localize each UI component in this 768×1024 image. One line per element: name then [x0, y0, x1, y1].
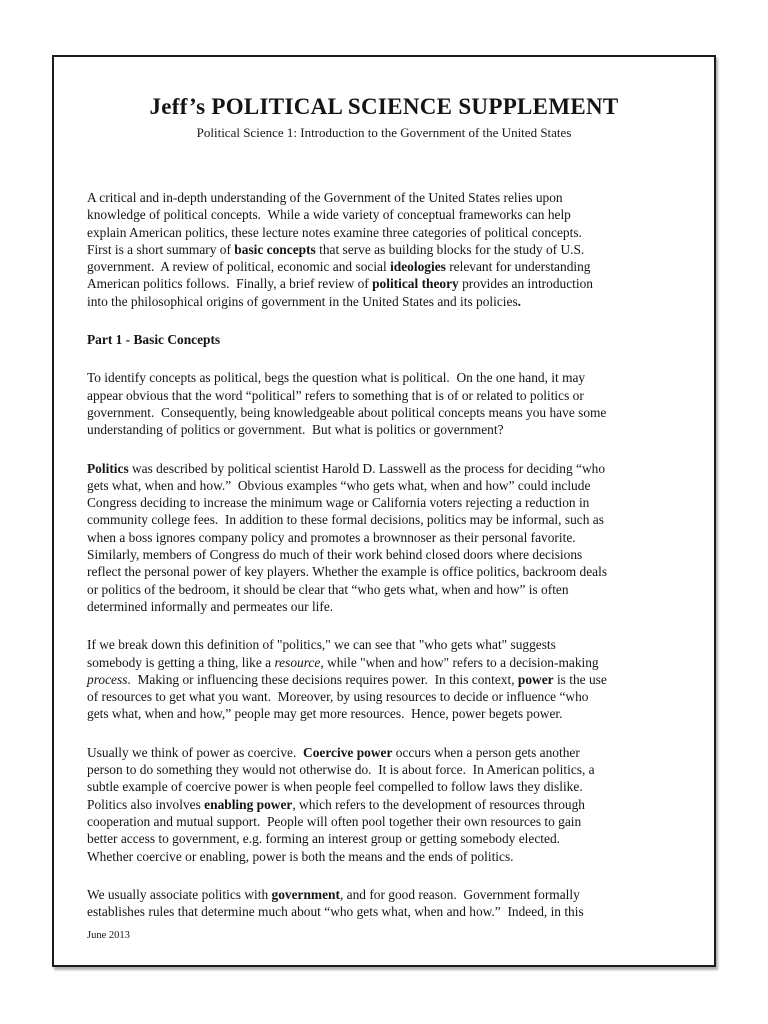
paragraph [87, 369, 676, 438]
text-line: gets what, when and how,” people may get more resources. Hence, power begets power. [87, 706, 563, 722]
text-line: appear obvious that the word “political” refers to something that is of or related to politics or [87, 387, 584, 403]
paragraph [87, 744, 676, 865]
text-line: of resources to get what you want. Moreover, by using resources to decide or influence “who [87, 689, 589, 705]
text-line: community college fees. In addition to these formal decisions, politics may be informal, such as [87, 512, 604, 528]
text-line: government. Consequently, being knowledgeable about political concepts means you have some [87, 404, 607, 420]
text-line: or politics of the bedroom, it should be clear that “who gets what, when and how” is often [87, 581, 569, 597]
text-line: into the philosophical origins of government in the United States and its policies. [87, 293, 522, 309]
document-page [52, 55, 716, 967]
text-line: knowledge of political concepts. While a wide variety of conceptual frameworks can help [87, 207, 571, 223]
text-line: Congress deciding to increase the minimum wage or California voters rejecting a reduction in [87, 495, 590, 511]
text-line: process. Making or influencing these decisions requires power. In this context, power is the use [87, 671, 607, 687]
text-line: We usually associate politics with government, and for good reason. Government formally [87, 886, 580, 902]
text-line: establishes rules that determine much about “who gets what, when and how.” Indeed, in this [87, 904, 584, 920]
text-line: determined informally and permeates our life. [87, 598, 334, 614]
text-line: Politics also involves enabling power, which refers to the development of resources through [87, 796, 585, 812]
document-body [87, 189, 676, 920]
text-line: American politics follows. Finally, a brief review of political theory provides an introduction [87, 276, 594, 292]
section-heading [87, 331, 676, 348]
paragraph [87, 460, 676, 616]
text-line: explain American politics, these lecture notes examine three categories of political concepts. [87, 224, 582, 240]
text-line: person to do something they would not otherwise do. It is about force. In American politics, a [87, 762, 595, 778]
text-line: Politics was described by political scientist Harold D. Lasswell as the process for deciding “who [87, 460, 606, 476]
text-line: understanding of politics or government. But what is politics or government? [87, 422, 504, 438]
text-line: subtle example of coercive power is when people feel compelled to follow laws they dislike. [87, 779, 583, 795]
paragraph [87, 636, 676, 722]
text-line: reflect the personal power of key players. Whether the example is office politics, backroom deals [87, 564, 608, 580]
text-line: First is a short summary of basic concepts that serve as building blocks for the study of U.S. [87, 241, 585, 257]
text-line: If we break down this definition of "politics," we can see that "who gets what" suggests [87, 637, 556, 653]
text-line: when a boss ignores company policy and promotes a brownnoser as their personal favorite. [87, 529, 576, 545]
text-line: better access to government, e.g. forming an interest group or getting somebody elected. [87, 831, 560, 847]
text-line: Whether coercive or enabling, power is both the means and the ends of politics. [87, 848, 514, 864]
document-subtitle: Political Science 1: Introduction to the Government of the United States [196, 125, 572, 140]
text-line: cooperation and mutual support. People will often pool together their own resources to gain [87, 813, 582, 829]
text-line: Similarly, members of Congress do much of their work behind closed doors where decisions [87, 547, 583, 563]
text-line: Part 1 - Basic Concepts [87, 332, 221, 348]
text-line: somebody is getting a thing, like a resource, while "when and how" refers to a decision-making [87, 654, 599, 670]
text-line: Usually we think of power as coercive. Coercive power occurs when a person gets another [87, 744, 580, 760]
paragraph [87, 886, 676, 921]
document-footer-date: June 2013 [87, 930, 130, 942]
paragraph [87, 189, 676, 310]
text-line: A critical and in-depth understanding of the Government of the United States relies upon [87, 190, 563, 205]
document-title: Jeff’s POLITICAL SCIENCE SUPPLEMENT [149, 94, 619, 119]
text-line: gets what, when and how.” Obvious examples “who gets what, when and how” could include [87, 477, 591, 493]
text-line: To identify concepts as political, begs the question what is political. On the one hand, it may [87, 370, 586, 386]
text-line: government. A review of political, economic and social ideologies relevant for understanding [87, 259, 591, 275]
